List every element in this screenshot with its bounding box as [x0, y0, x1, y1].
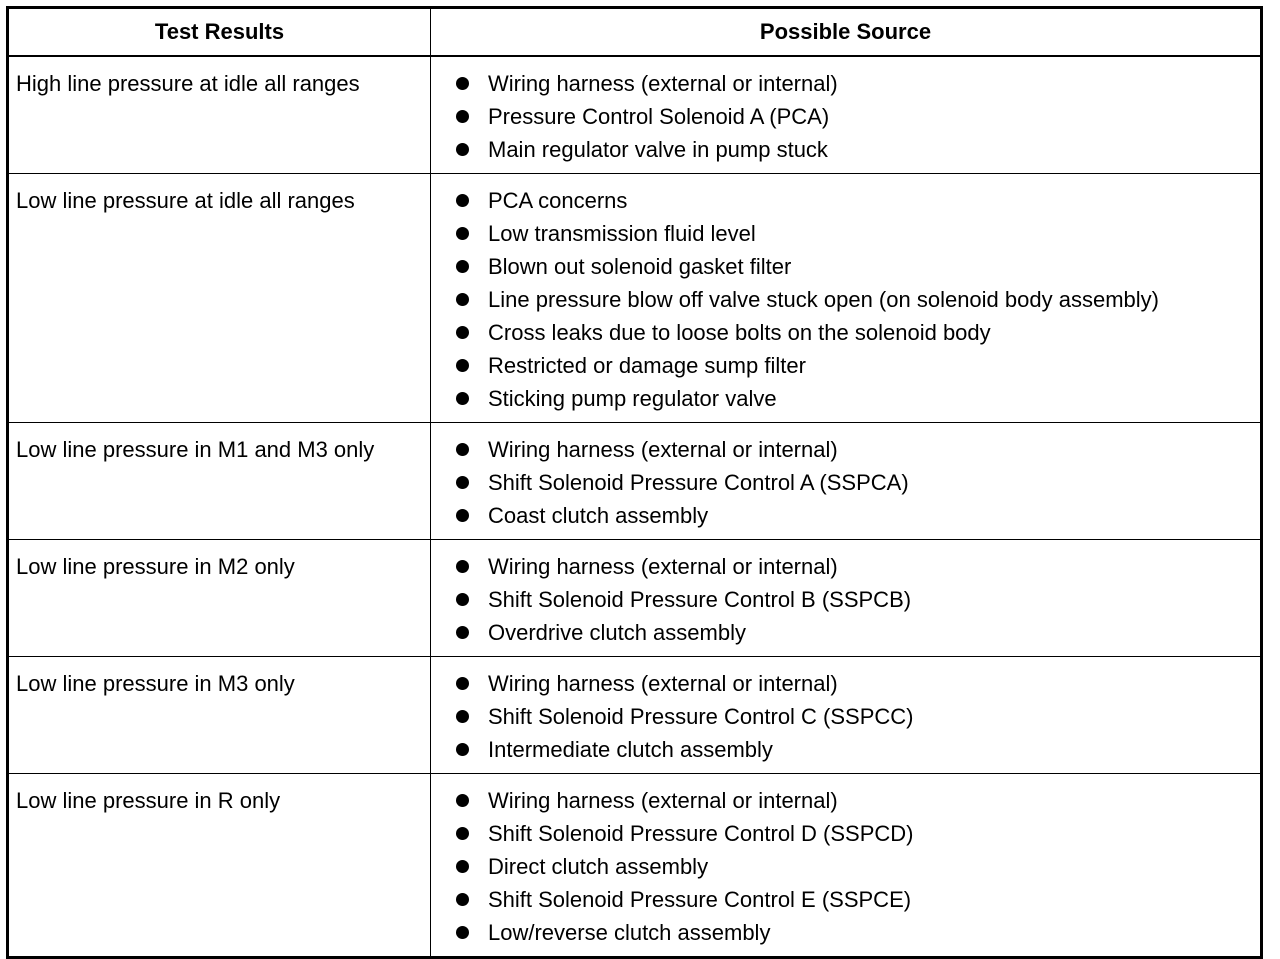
- source-text: Wiring harness (external or internal): [488, 671, 838, 696]
- source-text: Wiring harness (external or internal): [488, 788, 838, 813]
- bullet-icon: [456, 110, 469, 123]
- source-text: Blown out solenoid gasket filter: [488, 254, 792, 279]
- test-result-cell: Low line pressure in M1 and M3 only: [8, 423, 431, 540]
- source-text: Pressure Control Solenoid A (PCA): [488, 104, 830, 129]
- bullet-icon: [456, 392, 469, 405]
- bullet-icon: [456, 443, 469, 456]
- bullet-icon: [456, 143, 469, 156]
- table-row: [8, 174, 1262, 423]
- source-list: [431, 433, 1260, 532]
- test-result-cell: Low line pressure in M2 only: [8, 540, 431, 657]
- table-row: [8, 423, 1262, 540]
- source-list: [431, 550, 1260, 649]
- bullet-icon: [456, 926, 469, 939]
- diagnostic-table: [6, 6, 1263, 959]
- source-list-item: [431, 466, 1260, 499]
- possible-source-cell: [431, 56, 1262, 174]
- source-text: Intermediate clutch assembly: [488, 737, 773, 762]
- table-row: [8, 540, 1262, 657]
- source-list-item: [431, 583, 1260, 616]
- source-list-item: [431, 850, 1260, 883]
- bullet-icon: [456, 893, 469, 906]
- source-list: [431, 67, 1260, 166]
- table-row: [8, 774, 1262, 958]
- source-text: Shift Solenoid Pressure Control C (SSPCC): [488, 704, 914, 729]
- bullet-icon: [456, 227, 469, 240]
- source-list-item: [431, 499, 1260, 532]
- bullet-icon: [456, 743, 469, 756]
- possible-source-cell: [431, 657, 1262, 774]
- possible-source-cell: [431, 423, 1262, 540]
- source-text: Shift Solenoid Pressure Control B (SSPCB): [488, 587, 912, 612]
- bullet-icon: [456, 194, 469, 207]
- bullet-icon: [456, 260, 469, 273]
- source-text: Main regulator valve in pump stuck: [488, 137, 828, 162]
- source-list-item: [431, 433, 1260, 466]
- source-list-item: [431, 283, 1260, 316]
- source-list-item: [431, 349, 1260, 382]
- source-list-item: [431, 100, 1260, 133]
- source-list-item: [431, 133, 1260, 166]
- source-text: Shift Solenoid Pressure Control D (SSPCD): [488, 821, 914, 846]
- test-result-cell: High line pressure at idle all ranges: [8, 56, 431, 174]
- source-text: Sticking pump regulator valve: [488, 386, 777, 411]
- table-row: [8, 657, 1262, 774]
- possible-source-cell: [431, 774, 1262, 958]
- source-list: [431, 184, 1260, 415]
- column-header-possible-source: Possible Source: [431, 8, 1262, 57]
- source-list-item: [431, 916, 1260, 949]
- bullet-icon: [456, 509, 469, 522]
- source-text: Wiring harness (external or internal): [488, 437, 838, 462]
- bullet-icon: [456, 626, 469, 639]
- source-list-item: [431, 316, 1260, 349]
- bullet-icon: [456, 710, 469, 723]
- source-list-item: [431, 217, 1260, 250]
- source-list-item: [431, 382, 1260, 415]
- bullet-icon: [456, 326, 469, 339]
- bullet-icon: [456, 827, 469, 840]
- possible-source-cell: [431, 174, 1262, 423]
- table-body: [8, 56, 1262, 958]
- source-list-item: [431, 67, 1260, 100]
- test-result-cell: Low line pressure at idle all ranges: [8, 174, 431, 423]
- bullet-icon: [456, 794, 469, 807]
- bullet-icon: [456, 293, 469, 306]
- bullet-icon: [456, 593, 469, 606]
- source-list-item: [431, 700, 1260, 733]
- source-text: Low transmission fluid level: [488, 221, 756, 246]
- source-text: Coast clutch assembly: [488, 503, 709, 528]
- source-list-item: [431, 817, 1260, 850]
- source-list-item: [431, 250, 1260, 283]
- bullet-icon: [456, 677, 469, 690]
- source-text: Overdrive clutch assembly: [488, 620, 746, 645]
- source-list-item: [431, 184, 1260, 217]
- source-text: Restricted or damage sump filter: [488, 353, 806, 378]
- source-text: Direct clutch assembly: [488, 854, 709, 879]
- source-text: PCA concerns: [488, 188, 628, 213]
- bullet-icon: [456, 476, 469, 489]
- source-list-item: [431, 784, 1260, 817]
- source-text: Shift Solenoid Pressure Control E (SSPCE): [488, 887, 912, 912]
- source-list: [431, 784, 1260, 949]
- test-result-cell: Low line pressure in R only: [8, 774, 431, 958]
- source-text: Wiring harness (external or internal): [488, 554, 838, 579]
- source-list-item: [431, 667, 1260, 700]
- possible-source-cell: [431, 540, 1262, 657]
- source-text: Cross leaks due to loose bolts on the solenoid body: [488, 320, 991, 345]
- bullet-icon: [456, 359, 469, 372]
- bullet-icon: [456, 560, 469, 573]
- bullet-icon: [456, 77, 469, 90]
- source-text: Wiring harness (external or internal): [488, 71, 838, 96]
- source-text: Line pressure blow off valve stuck open (on solenoid body assembly): [488, 287, 1159, 312]
- source-list-item: [431, 883, 1260, 916]
- source-list-item: [431, 616, 1260, 649]
- header-row: [8, 8, 1262, 57]
- table-row: [8, 56, 1262, 174]
- test-result-cell: Low line pressure in M3 only: [8, 657, 431, 774]
- source-list-item: [431, 550, 1260, 583]
- bullet-icon: [456, 860, 469, 873]
- source-list-item: [431, 733, 1260, 766]
- source-text: Low/reverse clutch assembly: [488, 920, 771, 945]
- source-text: Shift Solenoid Pressure Control A (SSPCA): [488, 470, 909, 495]
- column-header-test-results: Test Results: [8, 8, 431, 57]
- source-list: [431, 667, 1260, 766]
